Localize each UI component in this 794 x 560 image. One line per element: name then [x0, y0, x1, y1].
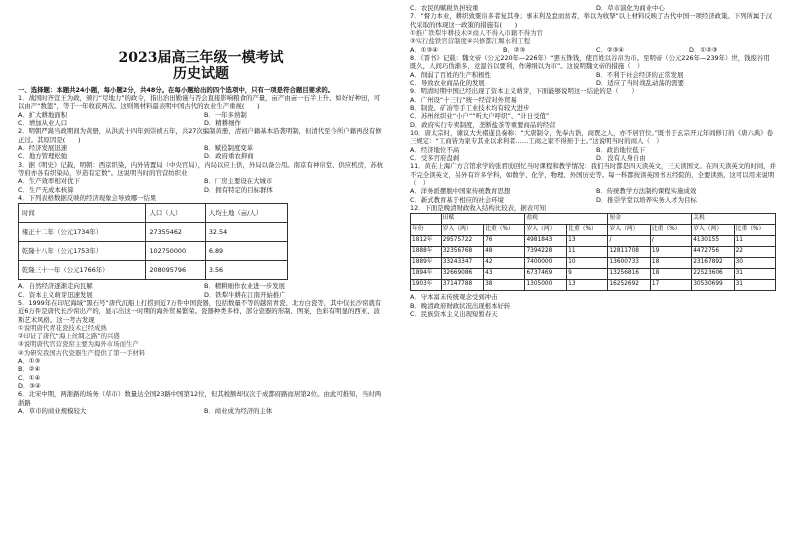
option-c[interactable]: C．生产无成本核算 — [18, 185, 74, 194]
table-cell: 11 — [734, 236, 775, 247]
question-11 — [410, 162, 776, 204]
table-cell: 19 — [650, 247, 691, 258]
table-cell: 30 — [734, 258, 775, 269]
option-b[interactable]: B．精耕细作农业进一步发展 — [204, 282, 286, 291]
option-a[interactable]: A．草市的商业规模较大 — [18, 407, 87, 416]
question-12 — [410, 204, 776, 318]
question-7 — [410, 12, 776, 54]
statement-item: ③实行盐铁官营制度④兴修都江堰水利工程 — [410, 37, 531, 46]
option-c[interactable]: C．②③④ — [596, 45, 625, 54]
question-6 — [18, 390, 384, 415]
table-row — [411, 258, 776, 269]
question-3 — [18, 161, 384, 194]
table-cell: 13600733 — [608, 258, 650, 269]
option-d[interactable]: D．铁犁牛耕在江南开始推广 — [204, 290, 286, 299]
option-d[interactable]: D．政府重农抑商 — [204, 152, 254, 161]
question-options — [18, 282, 384, 299]
table-cell: 11 — [567, 247, 608, 258]
option-d[interactable]: D．推崇学堂以培养实务人才为目标 — [596, 195, 697, 204]
table-cell: 43 — [484, 269, 525, 280]
table-cell: 1305000 — [525, 280, 567, 291]
table-cell: 3.56 — [205, 261, 287, 280]
question-stem: 12．下面是晚清财政收入结构比较表，据表可知 — [410, 203, 546, 212]
left-column — [18, 4, 384, 560]
option-d[interactable]: D．①②③ — [689, 45, 718, 54]
table-cell: 18 — [650, 269, 691, 280]
table-cell: 4981843 — [525, 236, 567, 247]
question-stem: 9．明清时期中国已经出现了资本主义萌芽，下面能够说明这一结论的是（ ） — [410, 87, 638, 96]
table-row — [19, 242, 288, 261]
table-cell: 9 — [567, 269, 608, 280]
table-header-cell: 比重（%） — [484, 225, 525, 236]
table-cell: 13256816 — [608, 269, 650, 280]
table-header-cell: 盐税 — [525, 214, 608, 225]
statement-item: ③说明唐代官营瓷窑主要为海外市场而生产 — [18, 340, 139, 349]
option-d[interactable]: D．适应了当时战乱动荡的需要 — [596, 78, 684, 87]
question-options — [18, 407, 384, 415]
finance-table — [410, 213, 776, 291]
table-header-cell: 比重（%） — [650, 225, 691, 236]
table-header-cell: 年份 — [411, 225, 442, 236]
statement-item: ①推广铁犁牛耕技术②商人不得入市籍不得为官 — [410, 28, 543, 37]
option-b[interactable]: B．一年多熟制 — [204, 110, 247, 119]
question-stem: 7．“督力本业，耕织致粟帛多者复其身；事末利及怠而贫者，举以为收孥”以上材料反映了古代中国一项经济政策。下列所属于汉代采取的体现这一政策的措施有( ) — [410, 12, 773, 29]
option-c[interactable]: C．新式教育基于相应的社会环境 — [410, 195, 504, 204]
option-a[interactable]: A．经济地位不高 — [410, 145, 460, 154]
option-c[interactable]: C．民族资本主义出现短暂春天 — [410, 309, 498, 318]
table-cell: 7400000 — [525, 258, 567, 269]
table-cell: 23167892 — [692, 258, 734, 269]
table-header-cell: 岁入（两） — [525, 225, 567, 236]
question-1 — [18, 94, 384, 127]
table-header-cell: 时间 — [19, 204, 146, 223]
table-cell: 32356768 — [441, 247, 483, 258]
option-a[interactable]: A．削弱了百姓的生产积极性 — [410, 70, 492, 79]
table-header-cell — [411, 214, 442, 225]
option-a[interactable]: A．广州设“十三行”统一经营对外贸易 — [410, 95, 517, 104]
table-cell: 76 — [484, 236, 525, 247]
table-row — [411, 269, 776, 280]
option-a[interactable]: A．①③④ — [410, 45, 438, 54]
option-a[interactable]: A．自然经济逐渐走向瓦解 — [18, 282, 93, 291]
table-cell: 30530699 — [692, 280, 734, 291]
table-cell: / — [650, 236, 691, 247]
option-b[interactable]: B．制瓷、矿冶等手工业技术均有较大进步 — [410, 103, 530, 112]
table-cell: 乾隆三十一年（公元1766年） — [19, 261, 146, 280]
question-stem: 11．黄在上海广方言馆求学的张君劢回忆当时课程和教学情况：我们当时都是四天读英文，三天读国文。在四天读英文的时间，并不完全读英文，另外有许多学科，如数学、化学、物理、外国历史等。每一科都按读英国书五经院的，全要读熟，这可以用来说明（ ） — [410, 162, 776, 187]
table-cell: 37147788 — [441, 280, 483, 291]
option-c[interactable]: C．地方管理松弛 — [18, 152, 68, 161]
table-cell: 雍正十二年（公元1734年） — [19, 223, 146, 242]
table-header-cell: 人口（人） — [146, 204, 205, 223]
question-5 — [18, 299, 384, 391]
table-cell: 1812年 — [411, 236, 442, 247]
option-a[interactable]: A．洋务派摆脱中国家传统教育思想 — [410, 187, 511, 196]
table-cell: 4472756 — [692, 247, 734, 258]
table-cell: 31 — [734, 269, 775, 280]
table-cell: 48 — [484, 247, 525, 258]
table-cell: 102750000 — [146, 242, 205, 261]
table-header-cell: 比重（%） — [734, 225, 775, 236]
question-stem: 4．下列表格数据反映的经济现象会导致哪一结果 — [18, 193, 157, 202]
table-cell: 208095796 — [146, 261, 205, 280]
option-b[interactable]: B．厂房主要设在大城市 — [204, 177, 273, 186]
option-c[interactable]: C．①④ — [18, 373, 41, 382]
table-cell: 32669086 — [441, 269, 483, 280]
table-cell: 1903年 — [411, 280, 442, 291]
option-c[interactable]: C．导致农业商品化的发展 — [410, 78, 485, 87]
question-stem: 6．北宋中期，两浙路的场务（草市）数量达全国23路中国第12位，但其税额却仅次于成都府路而居第2位。由此可推知，当时两浙路 — [18, 390, 382, 407]
table-header-cell: 比重（%） — [567, 225, 608, 236]
option-d[interactable]: D．草市演化为商业中心 — [596, 4, 665, 12]
table-row — [411, 236, 776, 247]
statement-item: ①说明唐代青花瓷技术已经成熟 — [18, 323, 107, 332]
option-d[interactable]: D．没有人身自由 — [596, 153, 646, 162]
question-10 — [410, 129, 776, 162]
table-cell: 13 — [567, 280, 608, 291]
page-title: 2023届高三年级一模考试 — [118, 50, 284, 66]
population-table — [18, 203, 288, 280]
table-cell: 乾隆十八年（公元1753年） — [19, 242, 146, 261]
question-stem: 10．唐太宗时，谏议大夫褚遂良奏称：“大唐制令，先奉古诰，商贾之人，亦不居官位。”既书于玄宗开元年间修订的《唐六典》卷三规定：“工商皆为家专其业以求利者……工商之家不得预于士。”这说明当时的商人（ ） — [410, 128, 774, 146]
page-subtitle: 历史试题 — [173, 66, 229, 83]
table-cell: 42 — [484, 258, 525, 269]
table-header-cell: 人均土地（亩/人） — [205, 204, 287, 223]
section-heading: 一、选择题：本题共24小题，每小题2分，共48分。在每小题给出的四个选项中，只有一项是符合题目要求的。 — [18, 85, 335, 94]
question-options — [18, 111, 384, 128]
option-b[interactable]: B．不利于社会经济的正常发展 — [596, 70, 684, 79]
table-header-cell: 田赋 — [441, 214, 525, 225]
table-header-cell: 岁入（两） — [441, 225, 483, 236]
question-options — [18, 177, 384, 194]
table-header-cell: 厘金 — [608, 214, 692, 225]
table-header-row — [411, 225, 776, 236]
option-d[interactable]: D．精耕细作 — [204, 118, 241, 127]
option-b[interactable]: B．商业成为经济的主体 — [204, 407, 273, 416]
table-cell: 29575722 — [441, 236, 483, 247]
question-4 — [18, 194, 384, 299]
option-c[interactable]: C．增加从业人口 — [18, 118, 68, 127]
table-cell: 6737469 — [525, 269, 567, 280]
table-header-cell: 岁入（两） — [608, 225, 650, 236]
table-cell: 4130155 — [692, 236, 734, 247]
table-row — [19, 261, 288, 280]
table-cell: 10 — [567, 258, 608, 269]
option-b[interactable]: B．②④ — [18, 365, 41, 374]
option-b[interactable]: B．政治地位低下 — [596, 145, 646, 154]
table-cell: / — [608, 236, 650, 247]
table-cell: 32.54 — [205, 223, 287, 242]
option-d[interactable]: D．政府实行专卖制度，垄断盐茶等重要商品的经营 — [410, 120, 556, 129]
statement-item: ②印证了唐代“海上丝绸之路”的兴盛 — [18, 332, 120, 341]
table-row — [411, 247, 776, 258]
question-2 — [18, 127, 384, 160]
question-stem: 8．《晋书》记载：魏文帝（公元220年—226年）“罢五铢钱，使百姓以谷帛为市。至明帝（公元226年—239年）世，钱废谷用既久，人间巧伪渐多，竞湿谷以要利，作薄绢以为市”。这说明魏文帝的措施（ ） — [410, 53, 770, 71]
question-options — [410, 46, 776, 54]
question-options — [18, 144, 384, 161]
table-cell: 16252692 — [608, 280, 650, 291]
table-cell: 7394228 — [525, 247, 567, 258]
table-header-cell: 岁入（两） — [692, 225, 734, 236]
table-cell: 22523606 — [692, 269, 734, 280]
table-row — [411, 280, 776, 291]
table-cell: 1889年 — [411, 258, 442, 269]
option-c[interactable]: C．受多宫府盘剥 — [410, 153, 460, 162]
option-c[interactable]: C．资本主义萌芽迅速发展 — [18, 290, 93, 299]
table-cell: 38 — [484, 280, 525, 291]
question-stem: 5．1999年在印尼海域“黑石号”唐代沉船上打捞到近7万件中国瓷器，包括数量不等的越窑青瓷、北方白瓷等，其中仅长沙窑就有近6万件是唐代长沙窑出产的，显示出这一时期的海外贸易繁荣。瓷器种类多样，部分瓷器的形制、图案，色彩有明显的西亚、波斯艺术风格。这一考古发现 — [18, 298, 382, 324]
option-a[interactable]: A．①③ — [18, 357, 41, 366]
table-cell: 1888年 — [411, 247, 442, 258]
option-a[interactable]: A．生产效率相对优下 — [18, 177, 80, 186]
table-cell: 31 — [734, 280, 775, 291]
question-8 — [410, 54, 776, 87]
table-cell: 27355462 — [146, 223, 205, 242]
option-a[interactable]: A．扩大耕地面积 — [18, 110, 68, 119]
table-cell: 33243347 — [441, 258, 483, 269]
option-c[interactable]: C．农民的赋税负担较重 — [410, 4, 479, 12]
table-cell: 6.89 — [205, 242, 287, 261]
question-options — [410, 146, 776, 163]
option-d[interactable]: D．③④ — [18, 382, 41, 391]
option-b[interactable]: B．晚清政府财政状况出现根本好转 — [410, 301, 511, 310]
table-cell: 1894年 — [411, 269, 442, 280]
question-stem: 1．战国时齐宣王为政，颁行“尽地力”的政令，指出治田勤谨与否会直接影响粮食的产量，亩产由亩一石半上升、如好好种田，可以由产“数篮”，等于一年收获两次。这则则材料最表明中国古代的农业生产重视( ) — [18, 93, 381, 111]
table-header-row — [19, 204, 288, 223]
option-a[interactable]: A．经济发展迅速 — [18, 143, 68, 152]
right-column — [410, 4, 776, 560]
question-options — [410, 187, 776, 204]
question-stem: 2．明朝严嵩当政期间为黄册，从洪武十四年到崇祯五年，共27次编制黄册，清初户籍基本沿袭明制，但清代至今所户籍再没有修正过。其原因是( ) — [18, 127, 382, 144]
question-options — [410, 71, 776, 88]
question-9 — [410, 87, 776, 129]
option-b[interactable]: B．②③ — [503, 45, 526, 54]
question-stem: 3．据《明史》记载，明朝：西京织染，内外皆置局（中央官局），内局以应上供，外局以备公用。南京有神帛堂、供应机房，苏杭等府亦各有织染局，岁造有定数”。这说明当时的官营纺织业 — [18, 160, 384, 177]
option-a[interactable]: A．守本富末传统观念受到冲击 — [410, 293, 498, 302]
table-cell: 22 — [734, 247, 775, 258]
table-row — [19, 223, 288, 242]
statement-item: ④为研究我国古代瓷器生产提供了第一手材料 — [18, 348, 146, 357]
table-group-header-row — [411, 214, 776, 225]
table-cell: 18 — [650, 258, 691, 269]
table-header-cell: 关税 — [692, 214, 776, 225]
table-cell: 13 — [567, 236, 608, 247]
option-c[interactable]: C．苏州丝织业“小户”“听大户呼织”、“计日受值” — [410, 112, 550, 121]
table-cell: 12811708 — [608, 247, 650, 258]
table-cell: 17 — [650, 280, 691, 291]
option-b[interactable]: B．传统教学方法制约课程实施成效 — [596, 187, 697, 196]
option-d[interactable]: D．拥有特定的目标群体 — [204, 185, 273, 194]
option-b[interactable]: B．赋役制度变革 — [204, 143, 254, 152]
